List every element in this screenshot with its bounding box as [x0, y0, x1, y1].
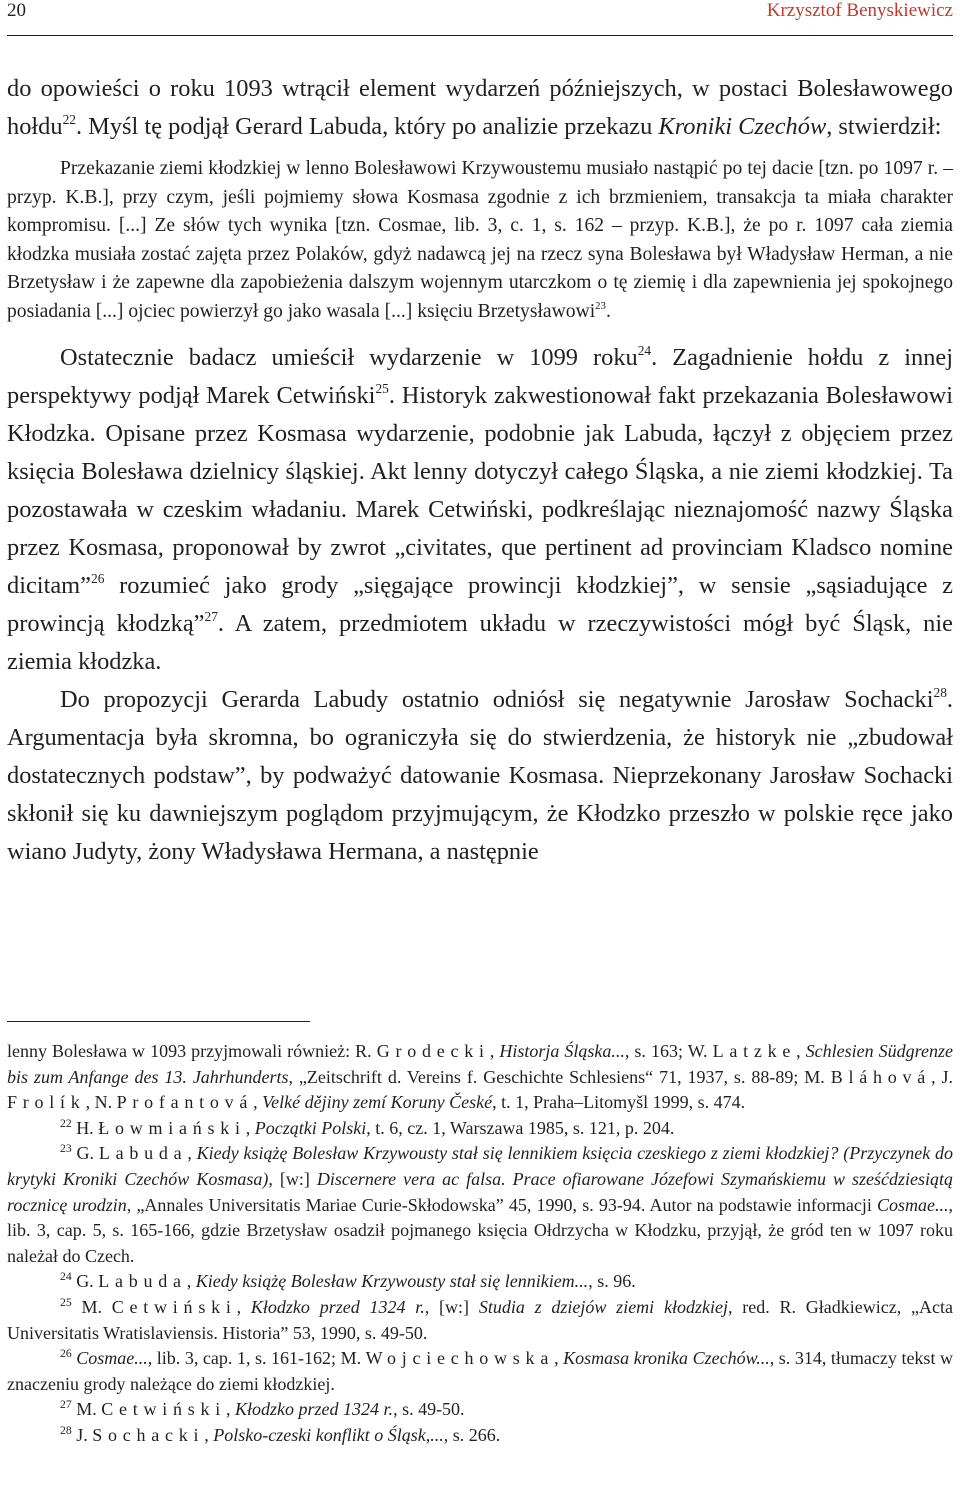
italic-title: Historja Śląska...: [499, 1041, 625, 1061]
italic-title: Velké dějiny zemí Koruny České: [262, 1092, 493, 1113]
author-name: Cetwiński: [101, 1399, 227, 1420]
italic-title: Cosmae...: [877, 1194, 949, 1215]
page-number: 20: [7, 0, 26, 21]
footnote-ref-23: 23: [595, 299, 606, 312]
text-run: G.: [71, 1271, 99, 1292]
footnote-ref-27: 27: [204, 608, 218, 624]
quote-text: Przekazanie ziemi kłodzkiej w lenno Bolesławowi Krzywoustemu musiało nastąpić po tej dacie [tzn. po 1097 r. – przyp. K.B.], przy czym, jeśli pojmiemy słowa Kosmasa zgodnie z ich brzmieniem, transakcja ta miała charakter kompromisu. [...] Ze słów tych wynika [tzn. Cosmae, lib. 3, c. 1, s. 162 – przyp. K.B.], że po r. 1097 cała ziemia kłodzka musiała zostać zajęta przez Polaków, gdyż nadawcą jej na rzecz syna Bolesława był Władysław Herman, a nie Brzetysław i że zapewne dla zapobieżenia dalszym wojennym utarczkom o tę ziemię i dla zapewnienia jej spokojnego posiadania [...] ojciec powierzył go jako wasala [...] księciu Brzetysławowi: [7, 158, 953, 322]
text-run: , s. 266.: [443, 1424, 501, 1445]
author-name: Profantová: [116, 1092, 254, 1113]
footnote-number: 23: [60, 1142, 72, 1156]
text-run: ,: [554, 1348, 564, 1369]
page-header: [7, 0, 953, 26]
text-run: ,: [187, 1143, 197, 1164]
text-run: , [w:]: [268, 1168, 317, 1189]
text-run: , [w:]: [424, 1296, 479, 1317]
italic-title: Kiedy książę Bolesław Krzywousty stał się lennikiem...: [195, 1271, 589, 1292]
text-run: . Argumentacja była skromna, bo ograniczyła się do stwierdzenia, że historyk nie „zbudował dostatecznych podstaw”, by podważyć datowanie Kosmasa. Nieprzekonany Jarosław Sochacki skłonił się ku dawniejszym poglądom przyjmującym, że Kłodzko przeszło w polskie ręce jako wiano Judyty, żony Władysława Hermana, a następnie: [7, 686, 953, 865]
text-run: , t. 1, Praha–Litomyšl 1999, s. 474.: [492, 1092, 746, 1113]
text-run: M.: [71, 1399, 102, 1420]
text-run: ,: [489, 1041, 500, 1061]
italic-title: Kosmasa kronika Czechów...: [563, 1348, 770, 1369]
footnote-25: [7, 1295, 953, 1346]
footnote-continuation: [7, 1039, 953, 1116]
text-run: . A zatem, przedmiotem układu w rzeczywistości mógł być Śląsk, nie ziemia kłodzka.: [7, 610, 953, 675]
text-run: , s. 314, tłumaczy tekst w znaczeniu grody należące do ziemi kłodzkiej.: [7, 1348, 953, 1394]
author-name: Cetwiński: [111, 1296, 237, 1317]
text-run: , „Annales Universitatis Mariae Curie-Skłodowska” 45, 1990, s. 93-94. Autor na podstawie informacji: [126, 1194, 877, 1215]
block-quote: [7, 155, 953, 326]
text-run: , lib. 3, cap. 1, s. 161-162; M.: [147, 1348, 366, 1369]
text-run: ,: [245, 1117, 255, 1138]
text-run: , t. 6, cz. 1, Warszawa 1985, s. 121, p. 204.: [366, 1117, 675, 1138]
italic-title: Cosmae...: [76, 1348, 148, 1369]
footnote-number: 24: [60, 1270, 72, 1284]
footnote-23: [7, 1141, 953, 1269]
italic-title: Początki Polski: [254, 1117, 367, 1138]
text-run: , „Zeitschrift d. Vereins f. Geschichte Schlesiens“ 71, 1937, s. 88-89; M.: [288, 1066, 831, 1087]
footnote-28: [7, 1423, 953, 1449]
text-run: , lib. 3, cap. 5, s. 165-166, gdzie Brzetysław osadził pojmanego księcia Ołdrzycha w Kłodzku, przyjął, że gród ten w 1097 roku należał do Czech.: [7, 1194, 953, 1266]
text-run: ,: [236, 1296, 251, 1317]
italic-title: Discernere vera ac falsa. Prace ofiarowane Józefowi Szymańskiemu w sześćdziesiątą rocznicę urodzin: [7, 1168, 953, 1215]
italic-title: Polsko-czeski konflikt o Śląsk,...: [213, 1424, 444, 1445]
footnote-divider: [7, 1021, 310, 1022]
footnote-number: 25: [60, 1295, 72, 1309]
text-run: lenny Bolesława w 1093 przyjmowali również: R.: [7, 1041, 377, 1061]
text-run: Ostatecznie badacz umieścił wydarzenie w 1099 roku: [60, 344, 638, 371]
footnote-number: 26: [60, 1347, 72, 1361]
italic-title: Studia z dziejów ziemi kłodzkiej: [478, 1296, 728, 1317]
author-name: Bláhová: [830, 1066, 932, 1087]
italic-title: Kłodzko przed 1324 r.: [250, 1296, 425, 1317]
text-run: H.: [71, 1117, 99, 1138]
main-text: [7, 70, 953, 871]
text-run: ,: [204, 1424, 214, 1445]
author-name: Wojciechowska: [365, 1348, 555, 1369]
footnote-number: 28: [60, 1423, 72, 1437]
footnote-ref-22: 22: [62, 111, 76, 127]
footnote-22: [7, 1116, 953, 1142]
author-name: Labuda: [98, 1271, 187, 1292]
text-run: M.: [71, 1296, 112, 1317]
text-run: Do propozycji Gerarda Labudy ostatnio odniósł się negatywnie Jarosław Sochacki: [60, 686, 934, 713]
author-name: Grodecki: [376, 1041, 490, 1061]
text-run: do opowieści o roku 1093 wtrącił element wydarzeń późniejszych, w postaci Bolesławowego hołdu: [7, 75, 953, 140]
italic-title: Kroniki Czechów: [658, 113, 827, 140]
text-run: , s. 49-50.: [393, 1399, 465, 1420]
text-run: J.: [71, 1424, 93, 1445]
footnote-number: 22: [60, 1116, 72, 1130]
text-run: , s. 163; W.: [624, 1041, 713, 1061]
text-run: ,: [796, 1041, 806, 1061]
paragraph-3: [7, 681, 953, 871]
text-run: , N.: [85, 1092, 117, 1113]
header-divider: [7, 35, 953, 36]
footnote-27: [7, 1397, 953, 1423]
author-name: Frolík: [7, 1092, 86, 1113]
italic-title: Kiedy książę Bolesław Krzywousty stał się lennikiem księcia czeskiego z ziemi kłodzkiej? (Przyczynek do krytyki Kroniki Czechów Kosmasa): [7, 1143, 954, 1189]
text-run: rozumieć jako grody „sięgające prowincji kłodzkiej”, w sensie „sąsiadujące z prowincją kłodzką”: [7, 572, 953, 637]
text-run: G.: [71, 1143, 99, 1164]
text-run: . Zagadnienie hołdu z innej perspektywy podjął Marek Cetwiński: [7, 344, 953, 409]
text-run: . Historyk zakwestionował fakt przekazania Bolesławowi Kłodzka. Opisane przez Kosmasa wydarzenie, podobnie jak Labuda, łączył z objęciem przez księcia Bolesława dzielnicy śląskiej. Akt lenny dotyczył całego Śląska, a nie ziemi kłodzkiej. Ta pozostawała w czeskim władaniu. Marek Cetwiński, podkreślając nieznajomość nazwy Śląska przez Kosmasa, proponował by zwrot „civitates, que pertinent ad provinciam Kladsco nomine dicitam”: [7, 382, 954, 599]
text-run: . Myśl tę podjął Gerard Labuda, który po analizie przekazu: [75, 113, 659, 140]
author-name: Sochacki: [92, 1424, 205, 1445]
running-head-author: Krzysztof Benyskiewicz: [766, 0, 953, 21]
text-run: , s. 96.: [588, 1271, 636, 1292]
footnote-number: 27: [60, 1398, 72, 1412]
text-run: , J.: [931, 1066, 953, 1087]
text-run: , stwierdził:: [826, 113, 942, 140]
author-name: Labuda: [98, 1143, 188, 1164]
footnote-ref-28: 28: [933, 684, 947, 700]
footnote-ref-24: 24: [637, 342, 652, 358]
footnote-26: [7, 1346, 953, 1397]
text-run: ,: [226, 1399, 236, 1420]
text-run: ,: [186, 1271, 196, 1292]
text-run: .: [605, 300, 611, 322]
italic-title: Kłodzko przed 1324 r.: [235, 1399, 394, 1420]
footnote-ref-25: 25: [375, 380, 389, 396]
footnote-ref-26: 26: [90, 570, 105, 586]
italic-title: Schlesien Südgrenze bis zum Anfange des 13. Jahrhunderts: [7, 1041, 953, 1087]
author-name: Łowmiański: [98, 1117, 246, 1138]
author-name: Latzke: [712, 1041, 797, 1061]
paragraph-2: [7, 339, 953, 681]
paragraph-1: [7, 70, 953, 146]
footnotes: [7, 1039, 953, 1449]
text-run: ,: [253, 1092, 263, 1113]
text-run: , red. R. Gładkiewicz, „Acta Universitatis Wratislaviensis. Historia” 53, 1990, s. 49-50.: [7, 1296, 954, 1343]
footnote-24: [7, 1269, 953, 1295]
